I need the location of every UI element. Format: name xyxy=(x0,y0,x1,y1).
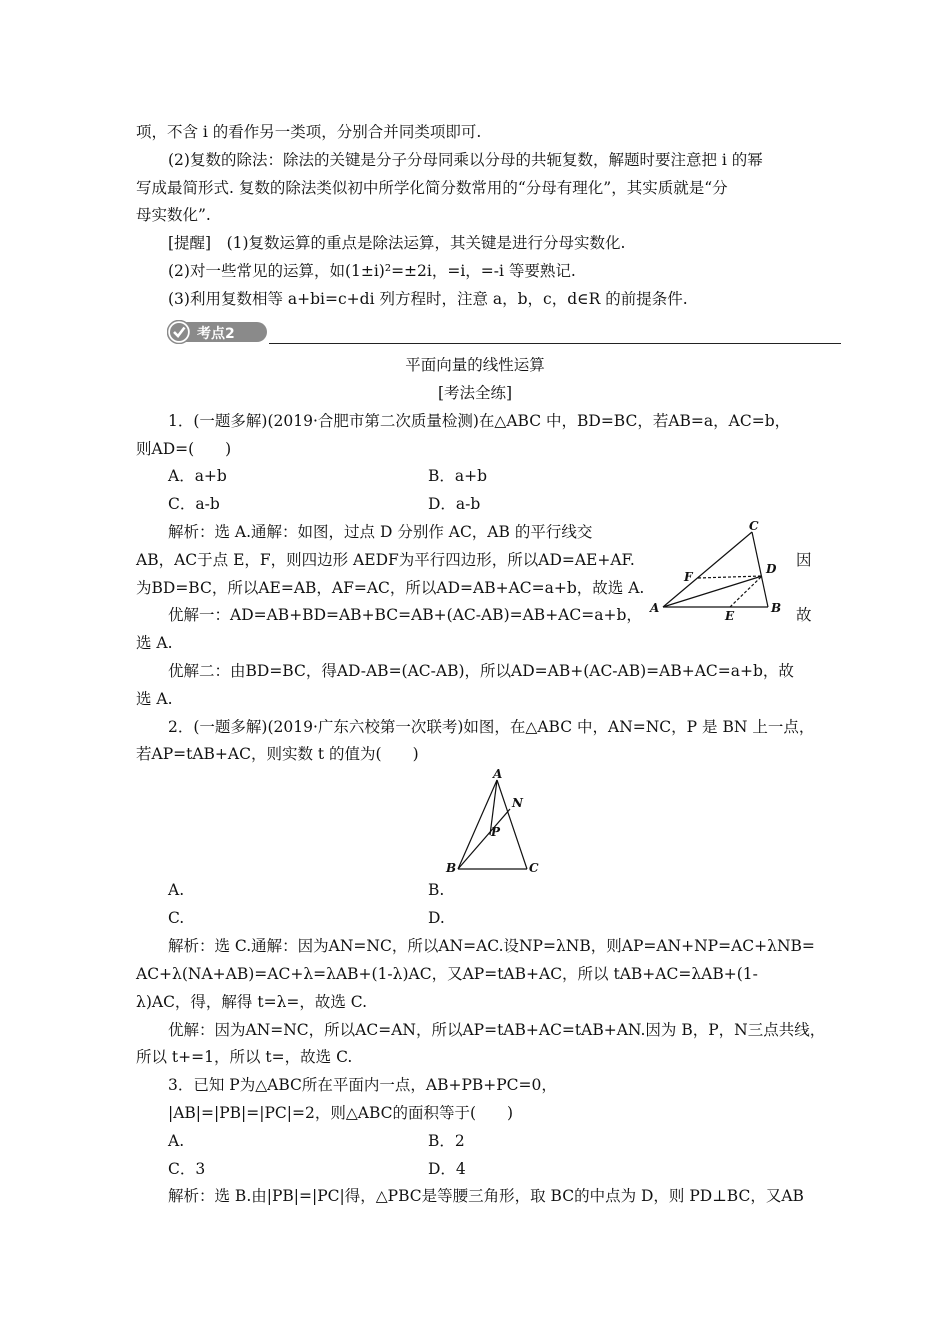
label-b: B xyxy=(771,601,782,615)
q1-solution: 选 A. xyxy=(136,634,173,652)
label-b: B xyxy=(446,861,457,875)
q1-solution: 因 xyxy=(796,551,812,569)
q1-solution: 优解二：由BD=BC，得AD-AB=(AC-AB)，所以AD=AB+(AC-AB)=AB+AC=a+b，故 xyxy=(168,662,794,680)
q2-solution: 所以 t+=1，所以 t=，故选 C. xyxy=(136,1048,353,1066)
section-divider xyxy=(269,343,841,344)
q3-option-c: C．3 xyxy=(168,1160,206,1178)
q1-option-a: A．a+b xyxy=(168,467,227,485)
q2-stem: 若AP=tAB+AC，则实数 t 的值为( ) xyxy=(136,745,419,763)
label-n: N xyxy=(512,796,523,810)
q3-option-d: D．4 xyxy=(428,1160,466,1178)
q1-solution: 为BD=BC，所以AE=AB，AF=AC，所以AD=AB+AC=a+b，故选 A. xyxy=(136,579,645,597)
q3-solution: 解析：选 B.由|PB|=|PC|得，△PBC是等腰三角形，取 BC的中点为 D，则 PD⊥BC，又AB xyxy=(168,1187,804,1205)
label-c: C xyxy=(529,861,539,875)
q1-figure xyxy=(648,518,794,622)
label-c: C xyxy=(749,519,759,533)
q1-solution: 优解一：AD=AB+BD=AB+BC=AB+(AC-AB)=AB+AC=a+b， xyxy=(168,606,642,624)
q2-option-d: D. xyxy=(428,909,445,927)
q1-solution: 选 A. xyxy=(136,690,173,708)
q1-solution: AB，AC于点 E，F，则四边形 AEDF为平行四边形，所以AD=AE+AF. xyxy=(136,551,635,569)
q1-option-d: D．a-b xyxy=(428,495,481,513)
label-p: P xyxy=(491,825,501,839)
label-a: A xyxy=(493,767,503,781)
q2-figure xyxy=(440,766,550,878)
q2-option-c: C. xyxy=(168,909,185,927)
q3-option-b: B．2 xyxy=(428,1132,465,1150)
q3-stem: |AB|=|PB|=|PC|=2，则△ABC的面积等于( ) xyxy=(168,1104,514,1122)
q2-option-a: A. xyxy=(168,881,185,899)
badge-label: 考点2 xyxy=(197,326,235,342)
section-badge xyxy=(167,320,269,344)
section-subtitle: [考法全练] xyxy=(437,384,513,402)
label-e: E xyxy=(725,609,735,622)
text-line: 项，不含 i 的看作另一类项，分别合并同类项即可. xyxy=(136,123,482,141)
q1-stem: 则AD=( ) xyxy=(136,440,232,458)
text-line: 母实数化”. xyxy=(136,206,211,224)
q1-stem: 1．(一题多解)(2019·合肥市第二次质量检测)在△ABC 中，BD=BC，若AB=a，AC=b， xyxy=(168,412,791,430)
section-title: 平面向量的线性运算 xyxy=(405,356,545,374)
q3-option-a: A. xyxy=(168,1132,185,1150)
text-line: (2)复数的除法：除法的关键是分子分母同乘以分母的共轭复数，解题时要注意把 i 的幂 xyxy=(168,151,763,169)
q2-solution: λ)AC，得，解得 t=λ=，故选 C. xyxy=(136,993,368,1011)
q1-option-b: B．a+b xyxy=(428,467,488,485)
reminder-line: [提醒] (1)复数运算的重点是除法运算，其关键是进行分母实数化. xyxy=(168,234,626,252)
q2-solution: 解析：选 C.通解：因为AN=NC，所以AN=AC.设NP=λNB，则AP=AN+NP=AC+λNB= xyxy=(168,937,815,955)
reminder-line: (2)对一些常见的运算，如(1±i)²=±2i，=i，=-i 等要熟记. xyxy=(168,262,576,280)
q2-solution: 优解：因为AN=NC，所以AC=AN，所以AP=tAB+AC=tAB+AN.因为 B，P，N三点共线， xyxy=(168,1021,826,1039)
reminder-line: (3)利用复数相等 a+bi=c+di 列方程时，注意 a，b，c，d∈R 的前提条件. xyxy=(168,290,688,308)
label-d: D xyxy=(766,562,777,576)
q1-solution: 故 xyxy=(796,606,812,624)
q1-option-c: C．a-b xyxy=(168,495,220,513)
q2-stem: 2．(一题多解)(2019·广东六校第一次联考)如图，在△ABC 中，AN=NC，P 是 BN 上一点， xyxy=(168,718,815,736)
q3-stem: 3．已知 P为△ABC所在平面内一点，AB+PB+PC=0， xyxy=(168,1076,557,1094)
label-a: A xyxy=(650,601,660,615)
q2-option-b: B. xyxy=(428,881,445,899)
q1-solution: 解析：选 A.通解：如图，过点 D 分别作 AC，AB 的平行线交 xyxy=(168,523,593,541)
q2-solution: AC+λ(NA+AB)=AC+λ=λAB+(1-λ)AC，又AP=tAB+AC，所以 tAB+AC=λAB+(1- xyxy=(136,965,758,983)
label-f: F xyxy=(684,570,693,584)
text-line: 写成最简形式. 复数的除法类似初中所学化简分数常用的“分母有理化”，其实质就是“分 xyxy=(136,179,728,197)
